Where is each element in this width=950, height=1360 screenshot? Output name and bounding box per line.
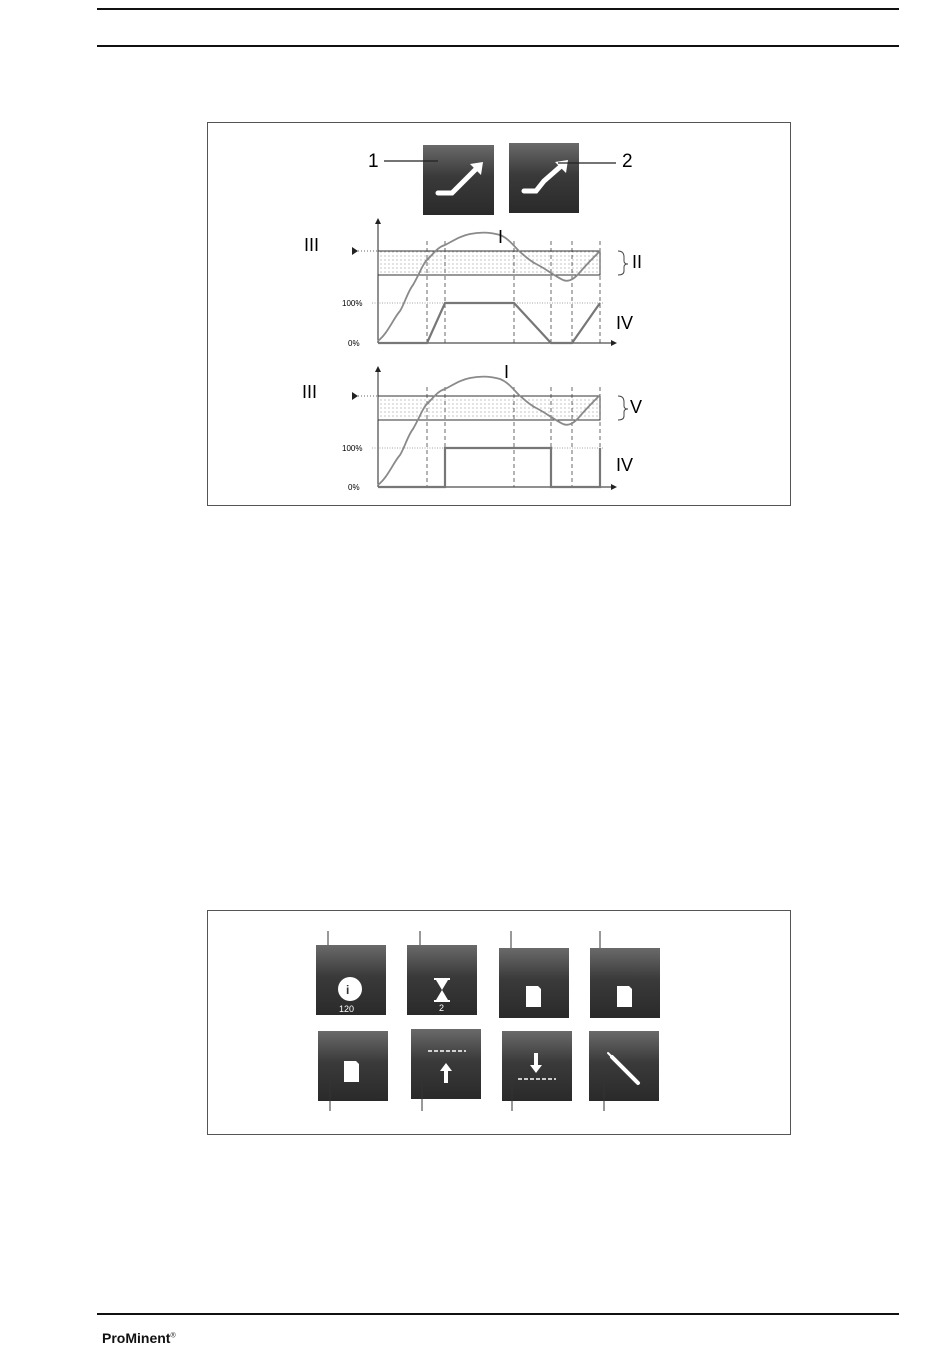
status-icons-diagram xyxy=(208,911,792,1136)
icon-tile-proportional xyxy=(423,145,494,215)
svg-text:i: i xyxy=(346,983,350,997)
tile-canister-2 xyxy=(590,931,660,1018)
tile-level-down xyxy=(502,1031,572,1111)
top-tick-100: 100% xyxy=(342,299,363,308)
tile-probe xyxy=(589,1031,659,1111)
tile-caption-120: 120 xyxy=(339,1004,355,1014)
canister-icon xyxy=(526,986,541,1007)
bottom-output-label: IV xyxy=(616,455,634,475)
footer-rule xyxy=(97,1313,899,1315)
top-peak-label: I xyxy=(498,227,504,247)
bottom-tick-100: 100% xyxy=(342,444,363,453)
top-band-label: II xyxy=(632,252,643,272)
tile-canister-1 xyxy=(499,931,569,1018)
icon-tile-on-off xyxy=(509,143,579,213)
header-rule-top xyxy=(97,8,899,10)
header-rule-bottom xyxy=(97,45,899,47)
bottom-peak-label: I xyxy=(504,362,510,382)
logo-text: ProMinent xyxy=(102,1330,171,1346)
canister-icon xyxy=(344,1061,359,1082)
control-characteristic-diagram xyxy=(208,123,792,507)
tile-info-flask xyxy=(316,931,386,1015)
prominent-logo xyxy=(102,1330,176,1346)
callout-1-label: 1 xyxy=(368,151,379,172)
tile-caption-2: 2 xyxy=(439,1003,445,1013)
status-icons-figure xyxy=(207,910,791,1135)
canister-icon xyxy=(617,986,632,1007)
top-setpoint-label: III xyxy=(304,235,320,255)
logo-registered: ® xyxy=(170,1332,176,1340)
info-flask-icon xyxy=(338,977,362,1001)
bottom-tick-0: 0% xyxy=(348,483,360,492)
top-chart xyxy=(304,219,642,348)
tile-level-up xyxy=(411,1029,481,1111)
control-characteristic-figure xyxy=(207,122,791,506)
top-output-label: IV xyxy=(616,313,634,333)
bottom-setpoint-label: III xyxy=(302,382,318,402)
tile-hourglass xyxy=(407,931,477,1015)
tile-canister-3 xyxy=(318,1031,388,1111)
callout-2-label: 2 xyxy=(622,151,633,172)
bottom-chart xyxy=(302,362,642,492)
bottom-band-label: V xyxy=(630,397,643,417)
top-tick-0: 0% xyxy=(348,339,360,348)
